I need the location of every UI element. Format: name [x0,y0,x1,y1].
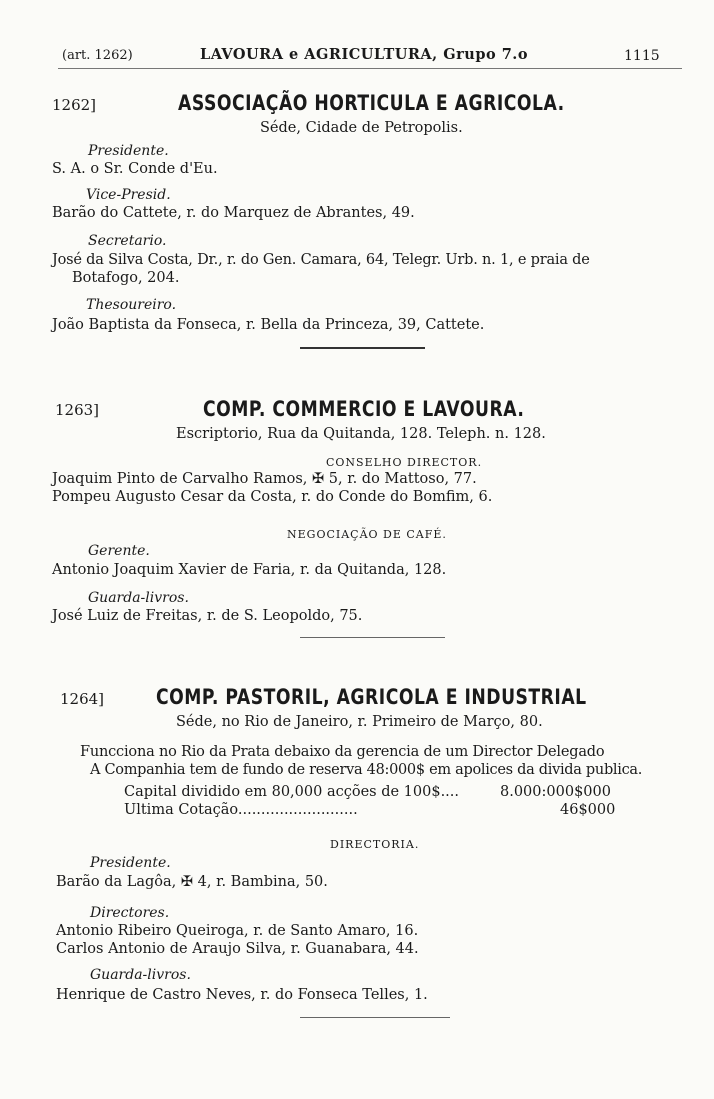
director-1264-1: Antonio Ribeiro Queiroga, r. de Santo Amaro, 16. [56,923,419,939]
conselho-1263-member1: Joaquim Pinto de Carvalho Ramos, ✠ 5, r. do Mattoso, 77. [52,471,477,487]
capital-value-1264: 8.000:000$000 [500,784,611,800]
label-secretario-1262: Secretario. [88,233,167,249]
entry-number-1264: 1264] [60,690,105,708]
thesoureiro-1262: João Baptista da Fonseca, r. Bella da Princeza, 39, Cattete. [52,317,485,333]
section-divider [300,1017,450,1018]
label-conselho-1263: CONSELHO DIRECTOR. [326,456,483,469]
label-vice-1262: Vice-Presid. [86,187,171,203]
entry-sede-1262: Séde, Cidade de Petropolis. [260,120,463,136]
label-guarda-1263: Guarda-livros. [88,590,189,606]
label-guarda-1264: Guarda-livros. [90,967,191,983]
presidente-1262: S. A. o Sr. Conde d'Eu. [52,161,218,177]
funcciona-1264: Funcciona no Rio da Prata debaixo da gerencia de um Director Delegado [80,744,605,760]
cotacao-label-1264: Ultima Cotação.......................... [124,802,358,818]
guarda-1263: José Luiz de Freitas, r. de S. Leopoldo, 75. [52,608,363,624]
entry-title-1263: COMP. COMMERCIO E LAVOURA. [203,397,525,421]
guarda-1264: Henrique de Castro Neves, r. do Fonseca Telles, 1. [56,987,428,1003]
secretario-1262-line1: José da Silva Costa, Dr., r. do Gen. Camara, 64, Telegr. Urb. n. 1, e praia de [52,252,590,268]
secretario-1262-line2: Botafogo, 204. [72,270,180,286]
page-number: 1115 [624,48,660,64]
entry-sede-1264: Séde, no Rio de Janeiro, r. Primeiro de Março, 80. [176,714,543,730]
gerente-1263: Antonio Joaquim Xavier de Faria, r. da Quitanda, 128. [52,562,447,578]
vice-1262: Barão do Cattete, r. do Marquez de Abrantes, 49. [52,205,415,221]
section-divider [300,637,445,638]
presidente-1264: Barão da Lagôa, ✠ 4, r. Bambina, 50. [56,874,328,890]
director-1264-2: Carlos Antonio de Araujo Silva, r. Guanabara, 44. [56,941,419,957]
label-presidente-1264: Presidente. [90,855,171,871]
cotacao-value-1264: 46$000 [560,802,616,818]
entry-escriptorio-1263: Escriptorio, Rua da Quitanda, 128. Teleph. n. 128. [176,426,546,442]
entry-number-1262: 1262] [52,96,97,114]
header-divider [58,68,682,69]
label-directoria-1264: DIRECTORIA. [330,838,420,851]
label-thesoureiro-1262: Thesoureiro. [86,297,177,313]
header-article-ref: (art. 1262) [62,48,133,63]
label-directores-1264: Directores. [90,905,170,921]
conselho-1263-member2: Pompeu Augusto Cesar da Costa, r. do Conde do Bomfim, 6. [52,489,493,505]
label-negociacao-1263: NEGOCIAÇÃO DE CAFÉ. [287,528,447,541]
label-presidente-1262: Presidente. [88,143,169,159]
entry-title-1264: COMP. PASTORIL, AGRICOLA E INDUSTRIAL [156,685,587,709]
entry-number-1263: 1263] [55,401,100,419]
label-gerente-1263: Gerente. [88,543,150,559]
section-divider [300,347,425,349]
capital-label-1264: Capital dividido em 80,000 acções de 100$.... [124,784,460,800]
entry-title-1262: ASSOCIAÇÃO HORTICULA E AGRICOLA. [178,91,565,115]
fundo-reserva-1264: A Companhia tem de fundo de reserva 48:000$ em apolices da divida publica. [90,762,643,778]
running-title: LAVOURA e AGRICULTURA, Grupo 7.o [200,46,529,63]
